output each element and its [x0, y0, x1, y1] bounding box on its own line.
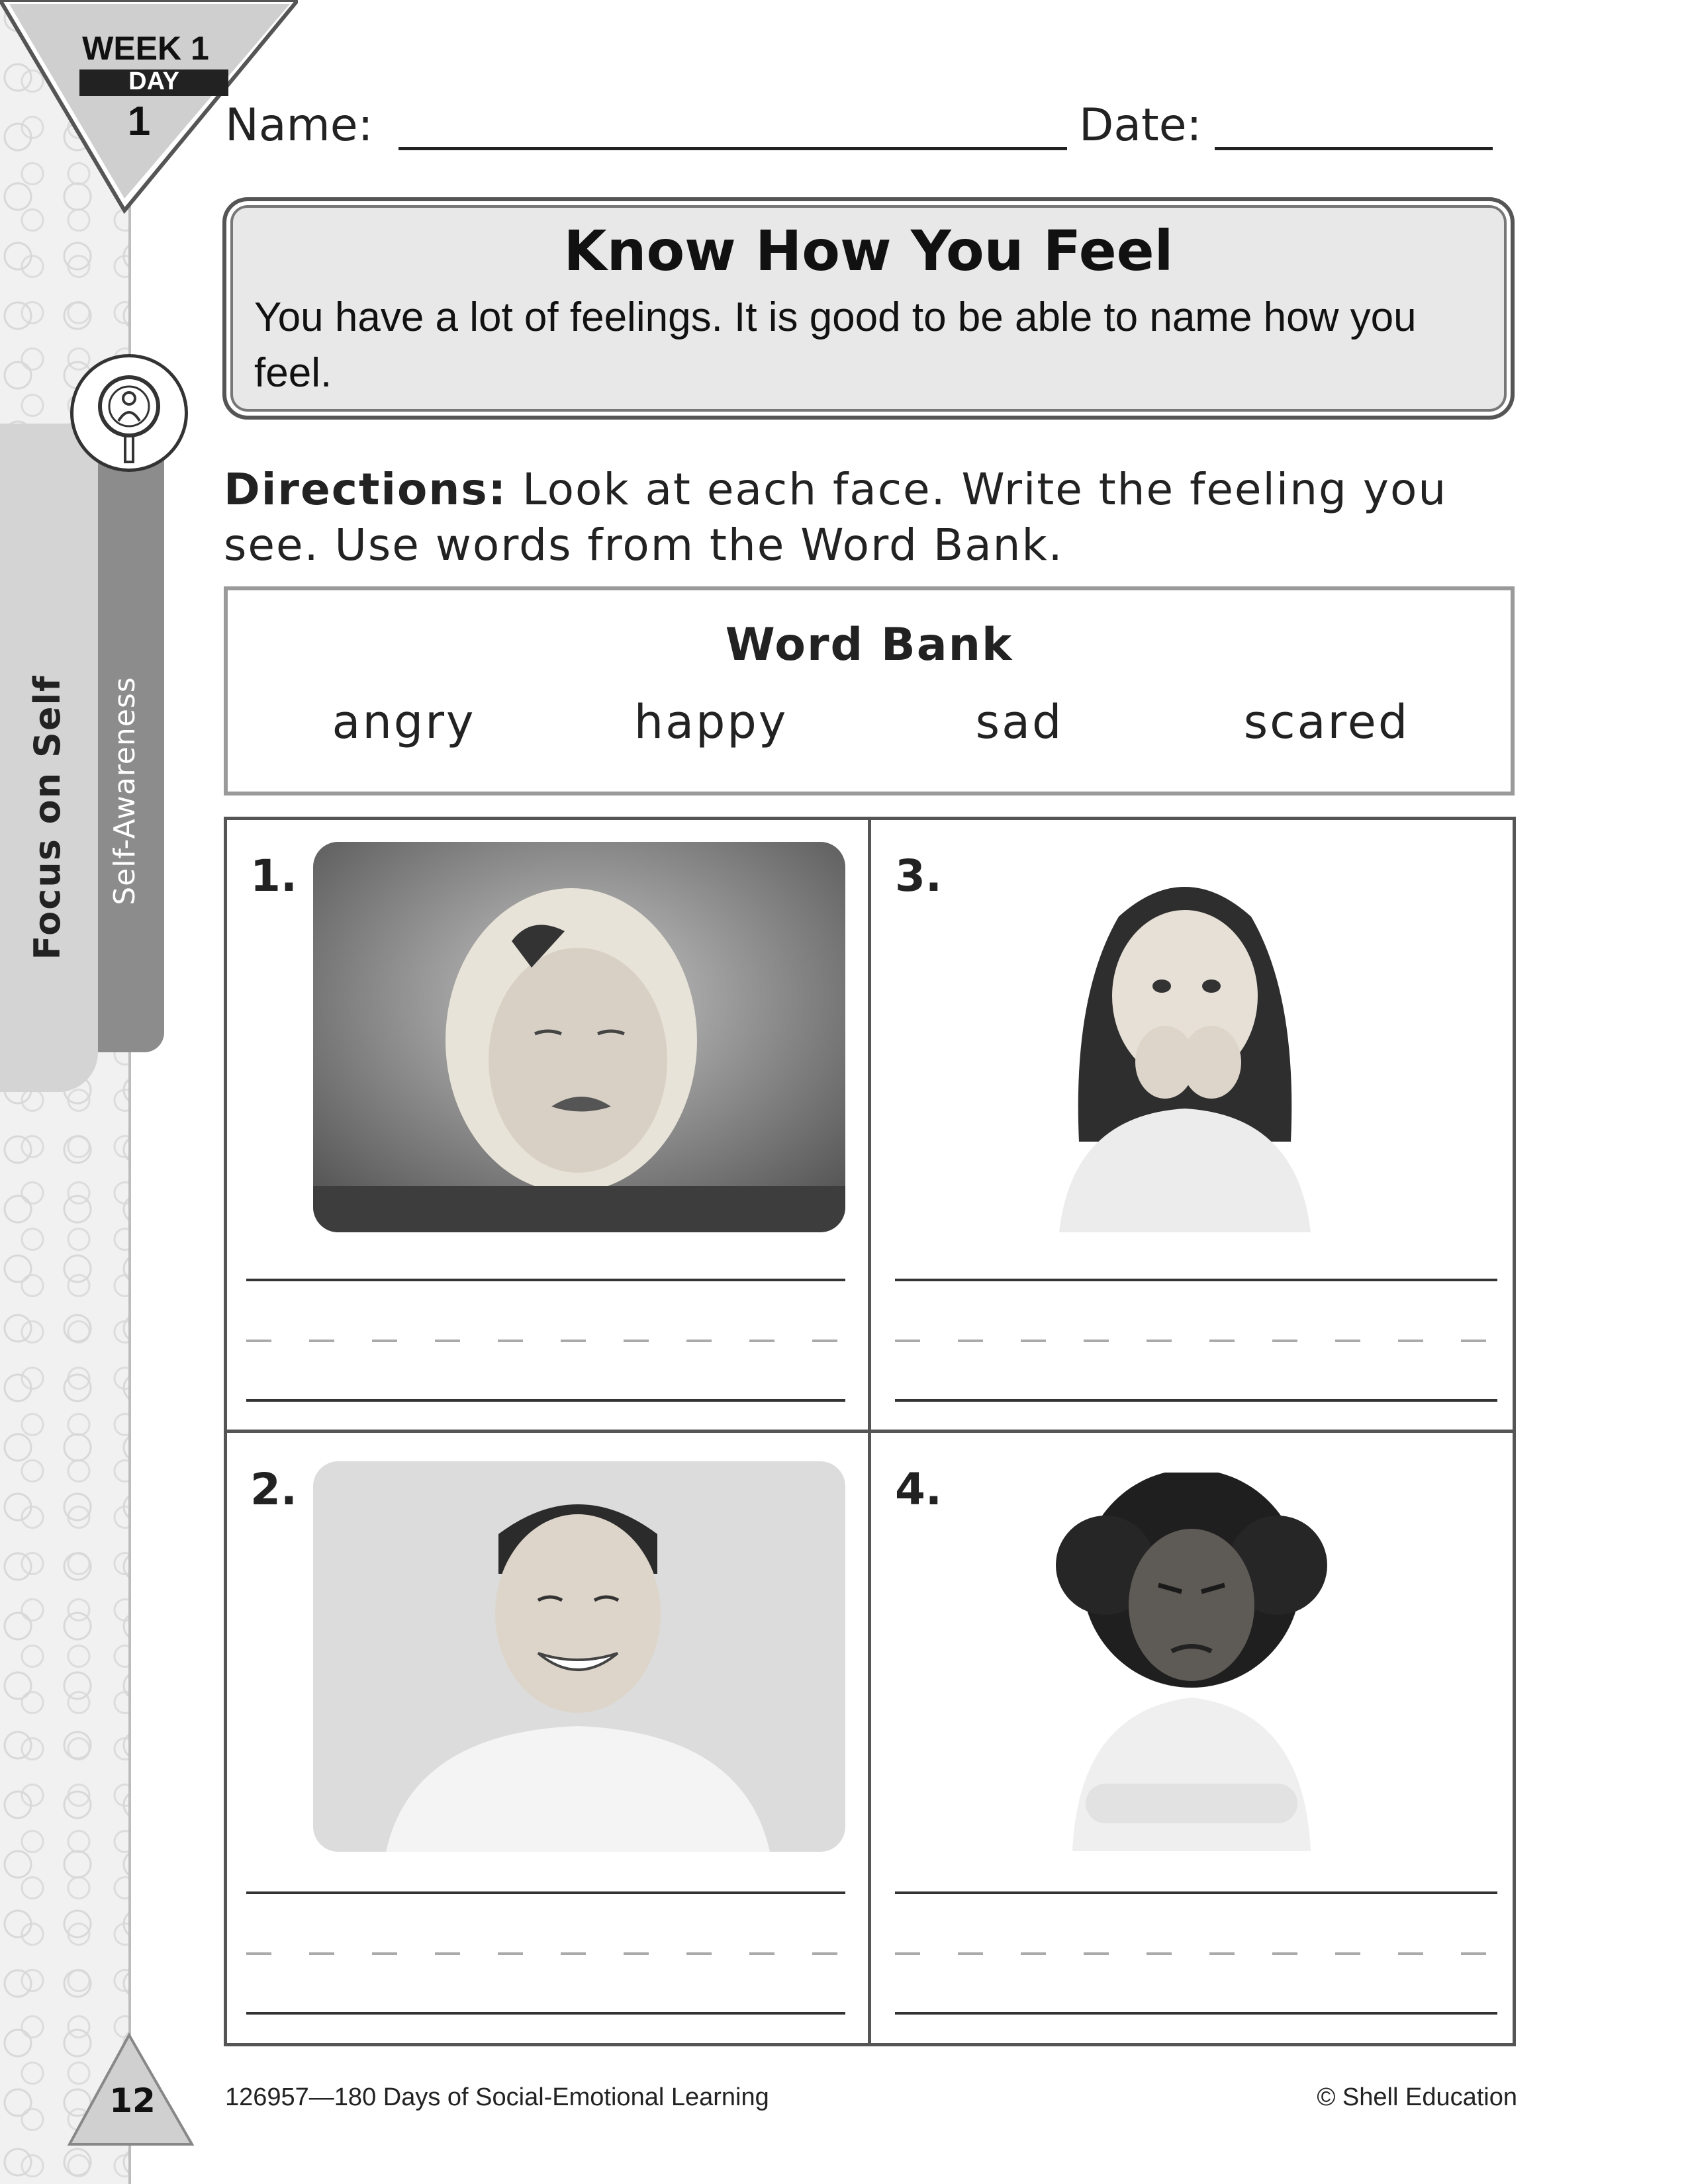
answer-line-bottom[interactable] [895, 1399, 1497, 1402]
answer-line-bottom[interactable] [246, 2012, 845, 2015]
page-number: 12 [109, 2081, 156, 2120]
answer-line-middle [895, 1952, 1497, 1955]
item-number: 4. [895, 1464, 942, 1515]
focus-tab-label: Focus on Self [26, 674, 68, 960]
grid-divider-horizontal [224, 1430, 1516, 1433]
word-bank-box [224, 586, 1515, 796]
answer-line-top[interactable] [895, 1279, 1497, 1281]
page-title: Know How You Feel [563, 218, 1174, 283]
footer-copyright: © Shell Education [1317, 2083, 1517, 2111]
word-bank-word: sad [975, 695, 1064, 749]
answer-line-middle [246, 1340, 845, 1342]
item-number: 2. [250, 1464, 297, 1515]
answer-line-top[interactable] [246, 1279, 845, 1281]
answer-line-bottom[interactable] [246, 1399, 845, 1402]
item-number: 1. [250, 850, 297, 901]
answer-line-middle [246, 1952, 845, 1955]
smiling-boy-photo [313, 1461, 845, 1852]
name-label: Name: [225, 99, 373, 152]
item-number: 3. [895, 850, 942, 901]
date-label: Date: [1079, 99, 1202, 152]
day-number: 1 [127, 99, 151, 144]
date-write-line[interactable] [1215, 147, 1493, 150]
answer-line-bottom[interactable] [895, 2012, 1497, 2015]
scared-girl-photo [1019, 864, 1350, 1232]
person-magnifier-icon [70, 354, 188, 472]
directions-label: Directions: [224, 464, 508, 515]
directions [224, 462, 1528, 573]
word-bank-title: Word Bank [725, 619, 1013, 671]
word-bank-word: angry [332, 695, 476, 749]
answer-line-middle [895, 1340, 1497, 1342]
answer-line-top[interactable] [246, 1891, 845, 1894]
topic-tab-label: Self-Awareness [108, 676, 142, 905]
footer-book-title: 126957—180 Days of Social-Emotional Learning [225, 2083, 769, 2111]
crying-girl-photo [313, 842, 845, 1232]
word-bank-word: happy [633, 695, 788, 749]
intro-text: You have a lot of feelings. It is good to be able to name how you feel. [254, 295, 1417, 396]
week-label: WEEK 1 [82, 30, 209, 67]
word-bank-word: scared [1243, 695, 1410, 749]
name-write-line[interactable] [399, 147, 1067, 150]
directions-text: Look at each face. Write the feeling you see. Use words from the Word Bank. [224, 464, 1448, 570]
angry-girl-photo [1033, 1473, 1350, 1851]
answer-line-top[interactable] [895, 1891, 1497, 1894]
day-label: DAY [128, 68, 179, 95]
